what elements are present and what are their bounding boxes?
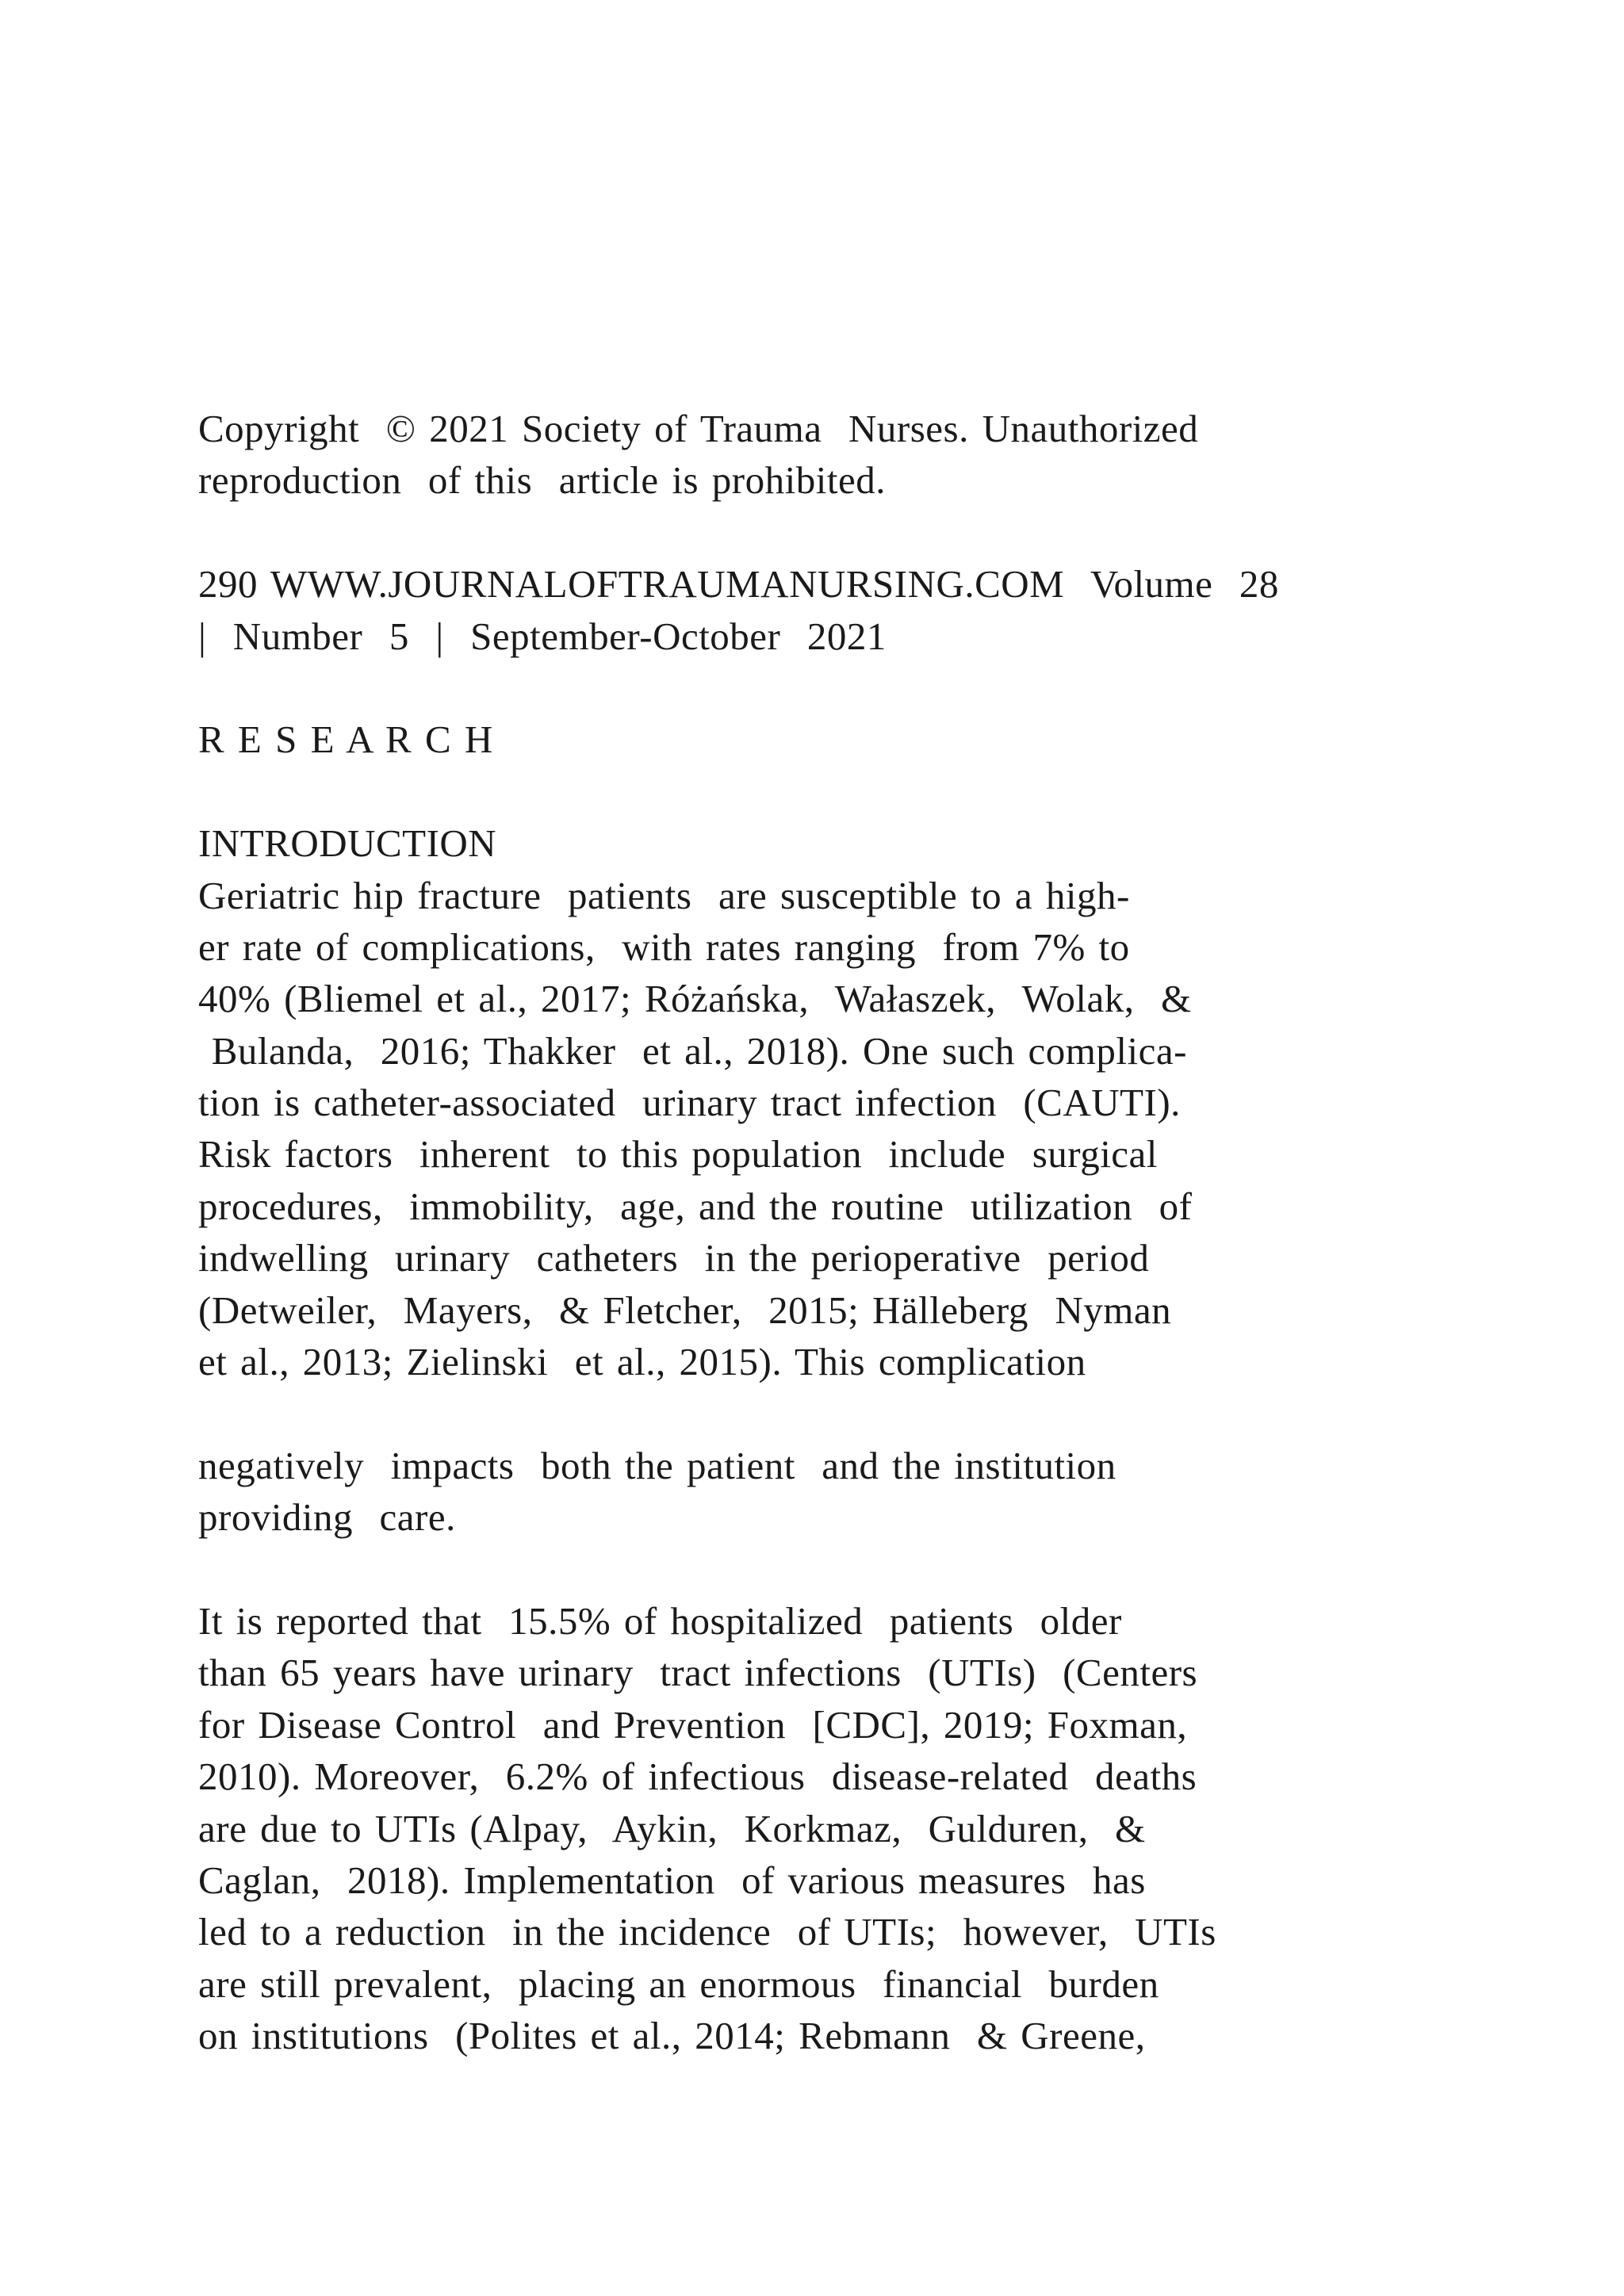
paragraph-line: led to a reduction in the incidence of UTIs; however, UTIs	[198, 1910, 1216, 1954]
paragraph-3	[198, 1595, 1435, 2062]
spacer	[198, 507, 1435, 558]
journal-header-line: 290 WWW.JOURNALOFTRAUMANURSING.COM Volume 28	[198, 562, 1279, 607]
spacer	[198, 1387, 1435, 1439]
paragraph-2	[198, 1440, 1435, 1544]
paragraph-line: er rate of complications, with rates ranging from 7% to	[198, 924, 1130, 969]
paragraph-line: tion is catheter-associated urinary tract infection (CAUTI).	[198, 1081, 1181, 1125]
paragraph-line: (Detweiler, Mayers, & Fletcher, 2015; Hälleberg Nyman	[198, 1288, 1172, 1332]
spacer	[198, 662, 1435, 714]
journal-header	[198, 558, 1435, 662]
section-heading: INTRODUCTION	[198, 821, 497, 866]
paragraph-line: are still prevalent, placing an enormous financial burden	[198, 1961, 1159, 2006]
paragraph-line: negatively impacts both the patient and the institution	[198, 1443, 1116, 1487]
paragraph-line: It is reported that 15.5% of hospitalized patients older	[198, 1598, 1122, 1643]
page-content	[198, 403, 1435, 2062]
paragraph-line: procedures, immobility, age, and the routine utilization of	[198, 1184, 1193, 1228]
paragraph-line: Geriatric hip fracture patients are susceptible to a high-	[198, 873, 1130, 917]
paragraph-line: Risk factors inherent to this population include surgical	[198, 1132, 1158, 1177]
paragraph-line: than 65 years have urinary tract infections (UTIs) (Centers	[198, 1651, 1198, 1695]
section-label	[198, 714, 1435, 765]
paragraph-line: Bulanda, 2016; Thakker et al., 2018). One such complica-	[198, 1028, 1187, 1073]
paragraph-line: 2010). Moreover, 6.2% of infectious disease-related deaths	[198, 1755, 1197, 1799]
paragraph-line: 40% (Bliemel et al., 2017; Różańska, Wałaszek, Wolak, &	[198, 977, 1192, 1021]
introduction-section	[198, 817, 1435, 1387]
paragraph-line: Caglan, 2018). Implementation of various measures has	[198, 1858, 1146, 1902]
paragraph-line: are due to UTIs (Alpay, Aykin, Korkmaz, Gulduren, &	[198, 1806, 1146, 1850]
paragraph-line: et al., 2013; Zielinski et al., 2015). This complication	[198, 1340, 1086, 1384]
copyright-line: reproduction of this article is prohibited.	[198, 458, 886, 503]
spacer	[198, 1544, 1435, 1595]
paragraph-line: for Disease Control and Prevention [CDC], 2019; Foxman,	[198, 1702, 1188, 1747]
journal-header-line: | Number 5 | September-October 2021	[198, 614, 887, 658]
section-label-text: R E S E A R C H	[198, 718, 493, 762]
copyright-notice	[198, 403, 1435, 507]
paragraph-line: providing care.	[198, 1495, 456, 1540]
paragraph-line: on institutions (Polites et al., 2014; Rebmann & Greene,	[198, 2014, 1146, 2058]
copyright-line: Copyright © 2021 Society of Trauma Nurses. Unauthorized	[198, 407, 1199, 450]
paragraph-line: indwelling urinary catheters in the perioperative period	[198, 1236, 1150, 1280]
spacer	[198, 766, 1435, 817]
